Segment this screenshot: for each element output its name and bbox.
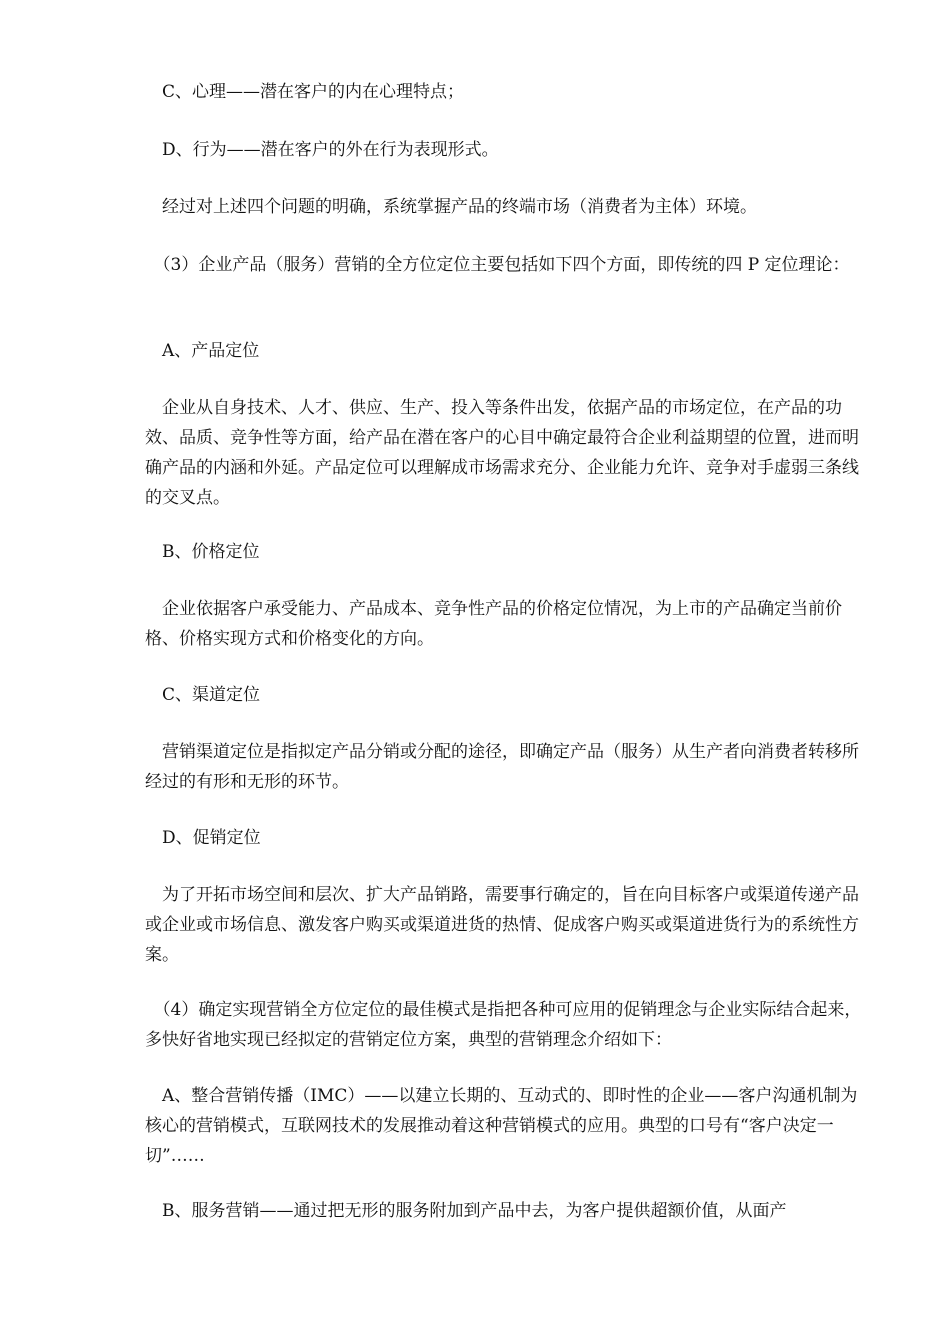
paragraph: C、心理——潜在客户的内在心理特点； — [145, 82, 465, 102]
paragraph: 企业依据客户承受能力、产品成本、竞争性产品的价格定位情况，为上市的产品确定当前价格、价格实现方式和价格变化的方向。 — [145, 599, 842, 649]
paragraph: 企业从自身技术、人才、供应、生产、投入等条件出发，依据产品的市场定位，在产品的功效、品质、竞争性等方面，给产品在潜在客户的心目中确定最符合企业利益期望的位置，进而明确产品的内涵和外延。产品定位可以理解成市场需求充分、企业能力允许、竞争对手虚弱三条线的交叉点。 — [145, 398, 859, 508]
section-heading: B、价格定位 — [145, 542, 260, 562]
paragraph: 营销渠道定位是指拟定产品分销或分配的途径，即确定产品（服务）从生产者向消费者转移所经过的有形和无形的环节。 — [145, 742, 859, 792]
section-heading: D、促销定位 — [145, 828, 261, 848]
section-heading: C、渠道定位 — [145, 685, 261, 705]
section-heading: A、产品定位 — [145, 341, 260, 361]
paragraph: （3）企业产品（服务）营销的全方位定位主要包括如下四个方面，即传统的四 P 定位理论： — [145, 255, 850, 275]
paragraph: A、整合营销传播（IMC）——以建立长期的、互动式的、即时性的企业——客户沟通机制为核心的营销模式，互联网技术的发展推动着这种营销模式的应用。典型的口号有“客户决定一切”…… — [145, 1086, 858, 1166]
paragraph: 经过对上述四个问题的明确，系统掌握产品的终端市场（消费者为主体）环境。 — [145, 197, 757, 217]
paragraph: B、服务营销——通过把无形的服务附加到产品中去，为客户提供超额价值，从面产 — [145, 1201, 787, 1221]
paragraph: D、行为——潜在客户的外在行为表现形式。 — [145, 140, 499, 160]
paragraph: （4）确定实现营销全方位定位的最佳模式是指把各种可应用的促销理念与企业实际结合起来，多快好省地实现已经拟定的营销定位方案，典型的营销理念介绍如下： — [145, 1000, 862, 1050]
paragraph: 为了开拓市场空间和层次、扩大产品销路，需要事行确定的，旨在向目标客户或渠道传递产品或企业或市场信息、激发客户购买或渠道进货的热情、促成客户购买或渠道进货行为的系统性方案。 — [145, 885, 859, 965]
